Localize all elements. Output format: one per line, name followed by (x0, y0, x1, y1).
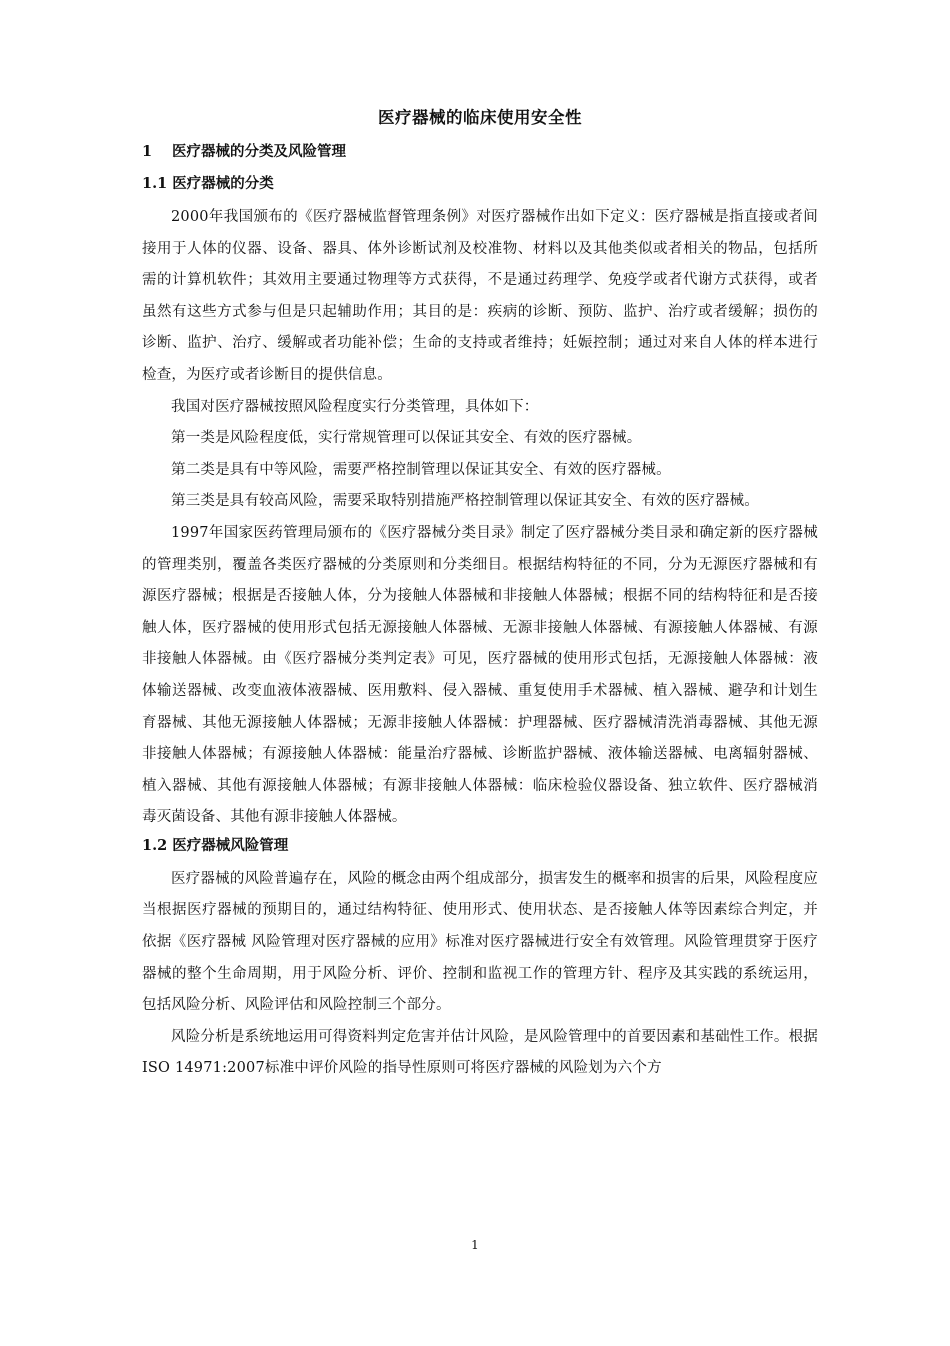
section-number: 1 (142, 143, 153, 160)
paragraph: 我国对医疗器械按照风险程度实行分类管理，具体如下： (171, 398, 539, 415)
paragraph: 1997年国家医药管理局颁布的《医疗器械分类目录》制定了医疗器械分类目录和确定新的医疗器械的管理类别，覆盖各类医疗器械的分类原则和分类细目。根据结构特征的不同，分为无源医疗器械和有源医疗器械；根据是否接触人体，分为接触人体器械和非接触人体器械；根据不同的结构特征和是否接触人体，医疗器械的使用形式包括无源接触人体器械、无源非接触人体器械、有源接触人体器械、有源非接触人体器械。由《医疗器械分类判定表》可见，医疗器械的使用形式包括，无源接触人体器械：液体输送器械、改变血液体液器械、医用敷料、侵入器械、重复使用手术器械、植入器械、避孕和计划生育器械、其他无源接触人体器械；无源非接触人体器械：护理器械、医疗器械清洗消毒器械、其他无源非接触人体器械；有源接触人体器械：能量治疗器械、诊断监护器械、液体输送器械、电离辐射器械、植入器械、其他有源接触人体器械；有源非接触人体器械：临床检验仪器设备、独立软件、医疗器械消毒灭菌设备、其他有源非接触人体器械。 (142, 524, 818, 826)
paragraph: 风险分析是系统地运用可得资料判定危害并估计风险，是风险管理中的首要因素和基础性工作。根据ISO 14971:2007标准中评价风险的指导性原则可将医疗器械的风险划为六个方 (142, 1028, 818, 1077)
paragraph: 医疗器械的风险普遍存在，风险的概念由两个组成部分，损害发生的概率和损害的后果，风险程度应当根据医疗器械的预期目的，通过结构特征、使用形式、使用状态、是否接触人体等因素综合判定，并依据《医疗器械 风险管理对医疗器械的应用》标准对医疗器械进行安全有效管理。风险管理贯穿于医疗器械的整个生命周期，用于风险分析、评价、控制和监视工作的管理方针、程序及其实践的系统运用，包括风险分析、风险评估和风险控制三个部分。 (142, 870, 818, 1014)
document-content (142, 104, 818, 1085)
section-title: 医疗器械的分类及风险管理 (172, 143, 346, 160)
page-number: 1 (471, 1238, 479, 1252)
paragraph: 第一类是风险程度低，实行常规管理可以保证其安全、有效的医疗器械。 (171, 430, 642, 447)
document-title: 医疗器械的临床使用安全性 (378, 108, 582, 127)
paragraph: 2000年我国颁布的《医疗器械监督管理条例》对医疗器械作出如下定义：医疗器械是指直接或者间接用于人体的仪器、设备、器具、体外诊断试剂及校准物、材料以及其他类似或者相关的物品，包括所需的计算机软件；其效用主要通过物理等方式获得，不是通过药理学、免疫学或者代谢方式获得，或者虽然有这些方式参与但是只起辅助作用；其目的是：疾病的诊断、预防、监护、治疗或者缓解；损伤的诊断、监护、治疗、缓解或者功能补偿；生命的支持或者维持；妊娠控制；通过对来自人体的样本进行检查，为医疗或者诊断目的提供信息。 (142, 209, 818, 383)
section-heading-1 (142, 140, 818, 164)
subsection-heading-1-1: 1.1 医疗器械的分类 (142, 175, 274, 192)
subsection-heading-1-2: 1.2 医疗器械风险管理 (142, 836, 289, 854)
paragraph: 第三类是具有较高风险，需要采取特别措施严格控制管理以保证其安全、有效的医疗器械。 (171, 493, 759, 510)
paragraph: 第二类是具有中等风险，需要严格控制管理以保证其安全、有效的医疗器械。 (171, 461, 671, 478)
